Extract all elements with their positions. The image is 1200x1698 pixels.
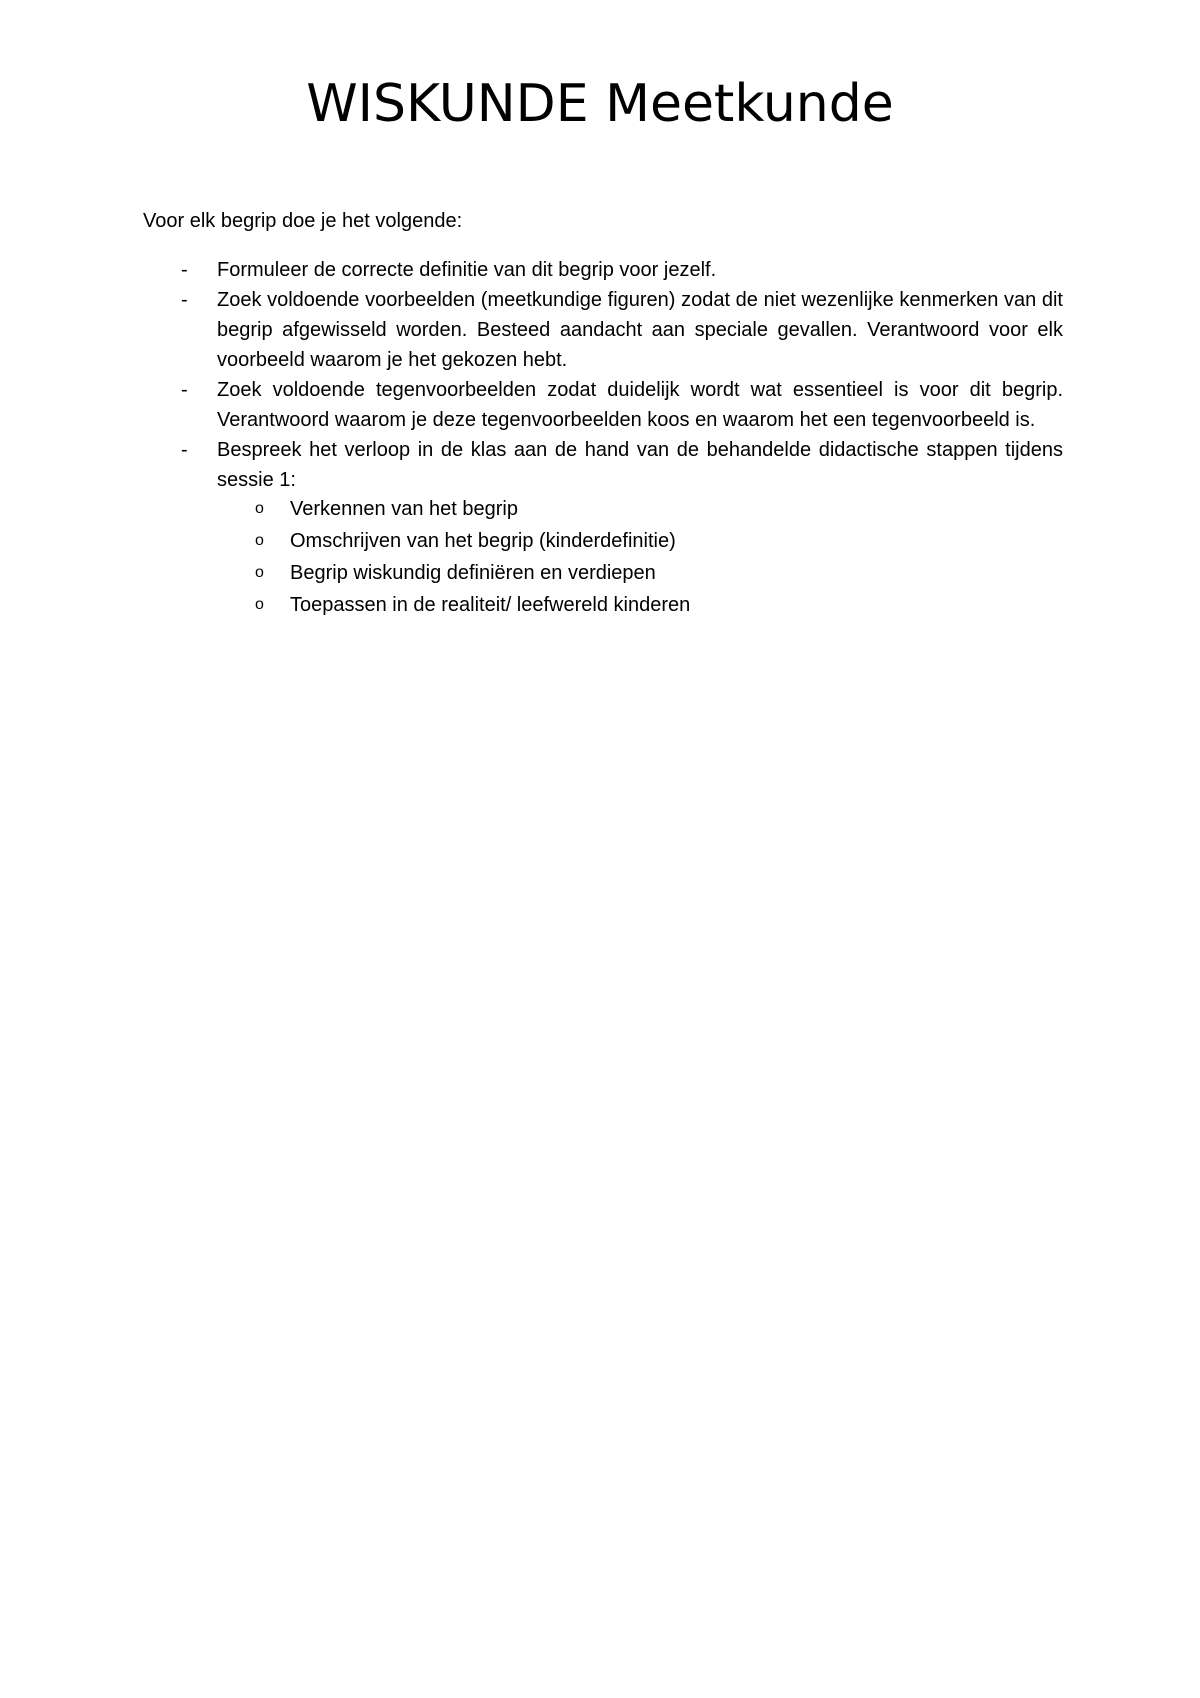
intro-text: Voor elk begrip doe je het volgende: <box>143 210 463 232</box>
list-item-text: Formuleer de correcte definitie van dit begrip voor jezelf. <box>217 259 717 281</box>
circle-bullet-icon: o <box>255 532 264 549</box>
dash-bullet-icon: - <box>181 289 188 311</box>
list-item-text: Zoek voldoende tegenvoorbeelden zodat duidelijk wordt wat essentieel is voor dit begrip. Verantwoord waarom je deze tegenvoorbeelden koos en waarom het een tegenvoorbeeld is. <box>217 379 1063 431</box>
list-item <box>143 255 1063 285</box>
sub-list-item <box>217 525 1063 557</box>
sub-list-item <box>217 557 1063 589</box>
list-item-text: Zoek voldoende voorbeelden (meetkundige figuren) zodat de niet wezenlijke kenmerken van dit begrip afgewisseld worden. Besteed aandacht aan speciale gevallen. Verantwoord voor elk voorbeeld waarom je het gekozen hebt. <box>217 289 1063 371</box>
circle-bullet-icon: o <box>255 564 264 581</box>
document-title: WISKUNDE Meetkunde <box>306 74 894 134</box>
sub-list-item-text: Toepassen in de realiteit/ leefwereld kinderen <box>290 594 691 616</box>
sub-list-item <box>217 589 1063 621</box>
circle-bullet-icon: o <box>255 596 264 613</box>
sub-list-item-text: Verkennen van het begrip <box>290 498 518 520</box>
sub-list-item <box>217 493 1063 525</box>
dash-bullet-icon: - <box>181 259 188 281</box>
dash-bullet-icon: - <box>181 439 188 461</box>
didactic-steps-list <box>217 493 1063 621</box>
list-item <box>143 375 1063 435</box>
sub-list-item-text: Omschrijven van het begrip (kinderdefinitie) <box>290 530 676 552</box>
sub-list-item-text: Begrip wiskundig definiëren en verdiepen <box>290 562 656 584</box>
list-item <box>143 435 1063 621</box>
circle-bullet-icon: o <box>255 500 264 517</box>
list-item-text: Bespreek het verloop in de klas aan de hand van de behandelde didactische stappen tijdens sessie 1: <box>217 439 1063 491</box>
list-item <box>143 285 1063 375</box>
dash-bullet-icon: - <box>181 379 188 401</box>
instruction-list <box>143 255 1063 621</box>
